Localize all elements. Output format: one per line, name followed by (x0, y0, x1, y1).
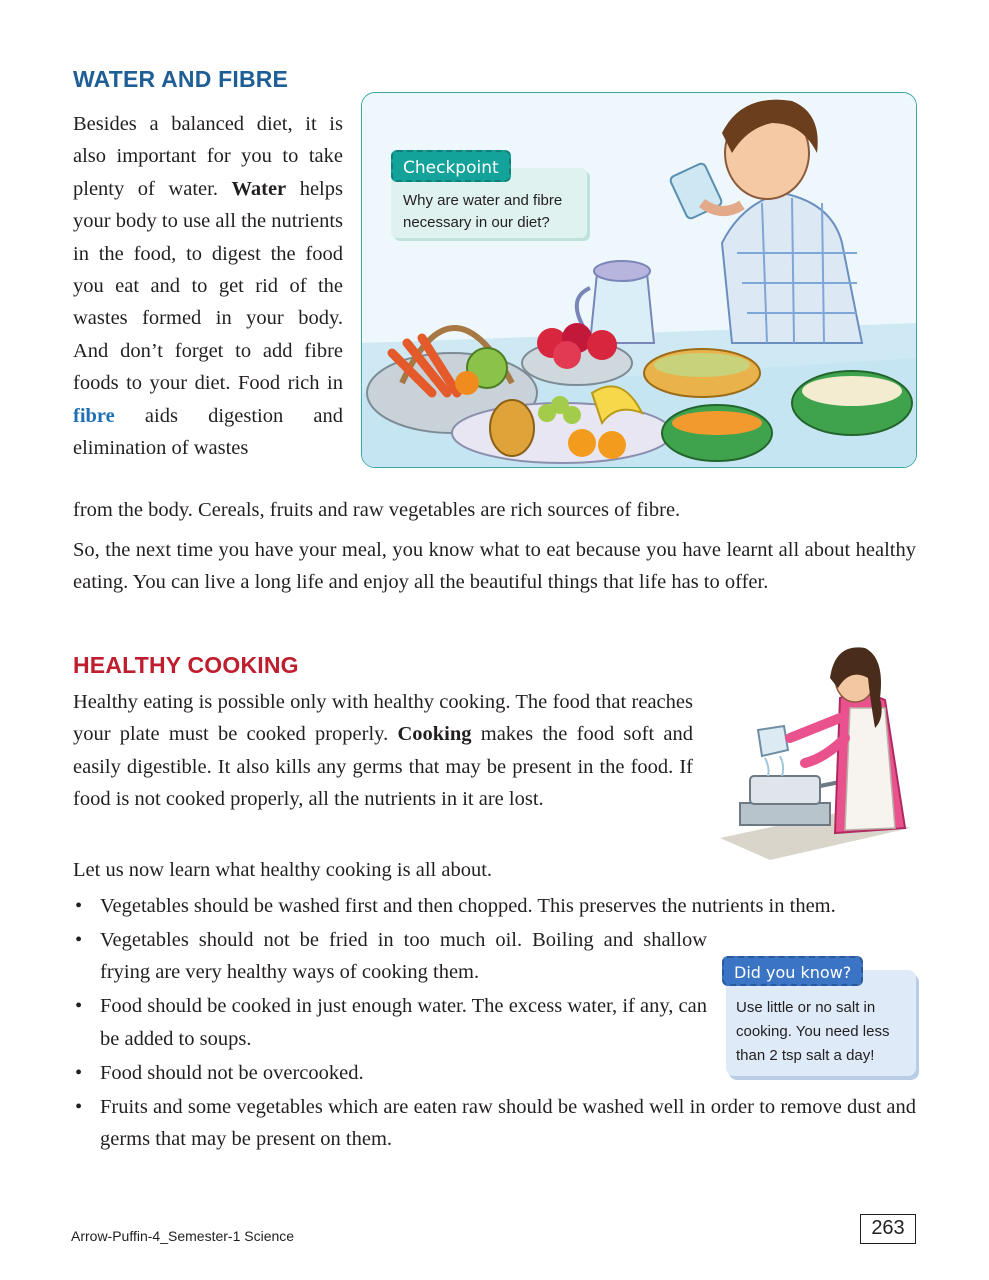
list-item: • Vegetables should not be fried in too much oil. Boiling and shallow frying are very healthy ways of cooking them. (73, 924, 707, 989)
text-run: Besides a balanced diet, it is also important for you to take plenty of water. (73, 113, 343, 200)
checkpoint-question: Why are water and fibre necessary in our diet? (403, 192, 563, 231)
page-number: 263 (860, 1214, 916, 1244)
water-fibre-paragraph (73, 108, 343, 464)
text-run: helps your body to use all the nutrients in the food, to digest the food you eat and to get rid of the wastes formed in your body. And don’t forget to add fibre foods to your diet. Food rich in (73, 177, 343, 395)
list-item: • Food should be cooked in just enough water. The excess water, if any, can be added to soups. (73, 990, 707, 1055)
did-you-know-label: Did you know? (722, 956, 863, 986)
healthy-eating-summary: So, the next time you have your meal, you know what to eat because you have learnt all about healthy eating. You can live a long life and enjoy all the beautiful things that life has to offer. (73, 539, 916, 594)
healthy-cooking-paragraph (73, 686, 693, 816)
water-fibre-paragraph-continued: from the body. Cereals, fruits and raw vegetables are rich sources of fibre. (73, 499, 681, 521)
section-title-water-fibre: WATER AND FIBRE (73, 66, 289, 92)
text-run: aids digestion and elimination of wastes (73, 404, 343, 460)
list-item: • Vegetables should be washed first and then chopped. This preserves the nutrients in them. (73, 890, 916, 922)
footer-book-title: Arrow-Puffin-4_Semester-1 Science (71, 1228, 295, 1244)
term-cooking: Cooking (397, 723, 472, 746)
text-run: Healthy eating is possible only with healthy cooking. The food that reaches your plate must be cooked properly. (73, 691, 693, 746)
woman-cooking-illustration (710, 638, 920, 860)
list-item: • Food should not be overcooked. (73, 1057, 916, 1089)
checkpoint-label: Checkpoint (391, 150, 511, 182)
healthy-cooking-intro: Let us now learn what healthy cooking is all about. (73, 859, 493, 881)
list-item: • Fruits and some vegetables which are eaten raw should be washed well in order to remove dust and germs that may be present on them. (73, 1091, 916, 1156)
section-title-healthy-cooking: HEALTHY COOKING (73, 652, 299, 678)
did-you-know-box (722, 956, 920, 1080)
text-run: makes the food soft and easily digestible. It also kills any germs that may be present in the food. If food is not cooked properly, all the nutrients in it are lost. (73, 723, 694, 811)
checkpoint-box (391, 150, 591, 242)
term-fibre: fibre (73, 404, 115, 427)
did-you-know-text: Use little or no salt in cooking. You need less than 2 tsp salt a day! (736, 999, 890, 1064)
woman-pouring-water-drawing (710, 638, 920, 860)
term-water: Water (231, 177, 287, 200)
boy-drinking-water-illustration (361, 92, 917, 468)
